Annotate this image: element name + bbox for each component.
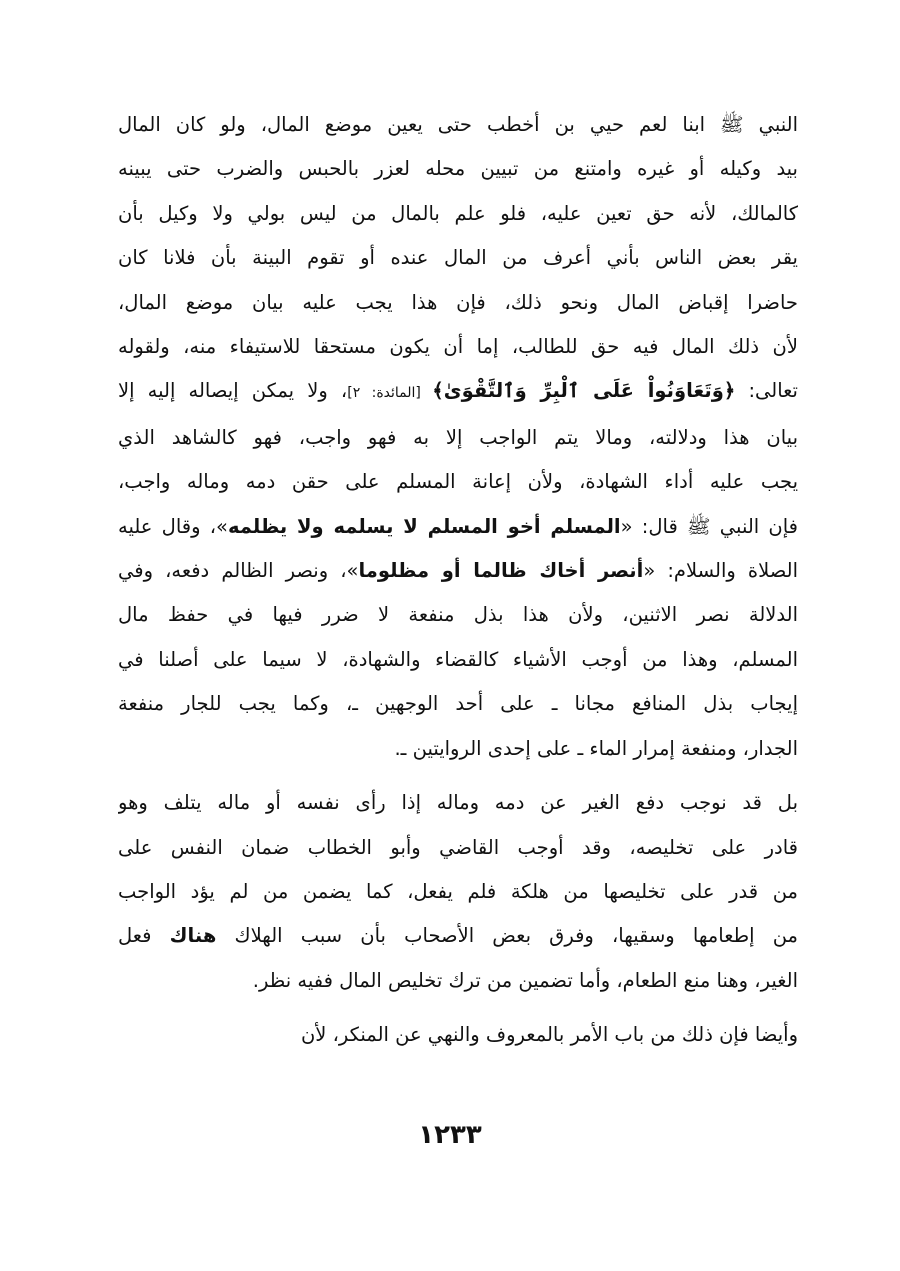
text-segment: تعالى: <box>735 379 798 403</box>
verse-reference: [المائدة: ٢] <box>347 385 433 402</box>
text-line: من قدر على تخليصها من هلكة فلم يفعل، كما يضمن من لم يؤد الواجب <box>118 879 798 903</box>
hadith-line <box>118 505 798 549</box>
body-text <box>118 103 798 1058</box>
text-line <box>118 914 798 958</box>
text-line: بل قد نوجب دفع الغير عن دمه وماله إذا رأى نفسه أو ماله يتلف وهو <box>118 791 798 815</box>
text-segment: فعل <box>118 924 170 948</box>
text-segment: »، وقال عليه <box>118 514 228 538</box>
text-line: وأيضا فإن ذلك من باب الأمر بالمعروف والنهي عن المنكر، لأن <box>300 1023 798 1047</box>
text-line: حاضرا إقباض المال ونحو ذلك، فإن هذا يجب عليه بيان موضع المال، <box>118 290 798 314</box>
quran-line <box>118 369 798 415</box>
text-line: يجب عليه أداء الشهادة، ولأن إعانة المسلم على حقن دمه وماله واجب، <box>118 470 798 494</box>
text-segment: فإن النبي ﷺ قال: « <box>620 514 798 538</box>
text-line: يقر بعض الناس بأني أعرف من المال عنده أو تقوم البينة بأن فلانا كان <box>118 246 798 270</box>
paragraph-1 <box>118 103 798 771</box>
text-line: بيد وكيله أو غيره وامتنع من تبيين محله لعزر بالحبس والضرب حتى يبينه <box>118 157 798 181</box>
text-line: كالمالك، لأنه حق تعين عليه، فلو علم بالمال من ليس بولي ولا وكيل بأن <box>118 201 798 225</box>
text-line: الجدار، ومنفعة إمرار الماء ـ على إحدى الروايتين ـ. <box>394 736 798 760</box>
text-segment: الصلاة والسلام: « <box>643 559 798 583</box>
quran-verse: ﴿وَتَعَاوَنُواْ عَلَى ٱلْبِرِّ وَٱلتَّقْوَىٰ﴾ <box>432 379 736 403</box>
emphasized-word: هناك <box>169 924 217 948</box>
text-line: المسلم، وهذا من أوجب الأشياء كالقضاء والشهادة، لا سيما على أصلنا في <box>118 647 798 671</box>
text-segment: ، ولا يمكن إيصاله إليه إلا <box>118 379 348 403</box>
text-line: النبي ﷺ ابنا لعم حيي بن أخطب حتى يعين موضع المال، ولو كان المال <box>118 113 798 136</box>
text-line: قادر على تخليصه، وقد أوجب القاضي وأبو الخطاب ضمان النفس على <box>118 835 798 859</box>
text-line: لأن ذلك المال فيه حق للطالب، إما أن يكون مستحقا للاستيفاء منه، ولقوله <box>118 335 798 359</box>
text-segment: من إطعامها وسقيها، وفرق بعض الأصحاب بأن سبب الهلاك <box>216 924 798 948</box>
text-line: الدلالة نصر الاثنين، ولأن هذا بذل منفعة لا ضرر فيها في حفظ مال <box>118 603 798 627</box>
text-line: إيجاب بذل المنافع مجانا ـ على أحد الوجهين ـ، وكما يجب للجار منفعة <box>118 692 798 716</box>
hadith-line <box>118 549 798 593</box>
text-segment: »، ونصر الظالم دفعه، وفي <box>118 559 359 583</box>
text-line: بيان هذا ودلالته، ومالا يتم الواجب إلا به فهو واجب، فهو كالشاهد الذي <box>118 425 798 449</box>
paragraph-2 <box>118 781 798 1003</box>
hadith-text: المسلم أخو المسلم لا يسلمه ولا يظلمه <box>227 514 621 538</box>
hadith-text: أنصر أخاك ظالما أو مظلوما <box>358 559 644 583</box>
page-number: ١٢٣٣ <box>418 1120 482 1150</box>
paragraph-3 <box>118 1013 798 1057</box>
text-line: الغير، وهنا منع الطعام، وأما تضمين من ترك تخليص المال ففيه نظر. <box>252 968 798 992</box>
